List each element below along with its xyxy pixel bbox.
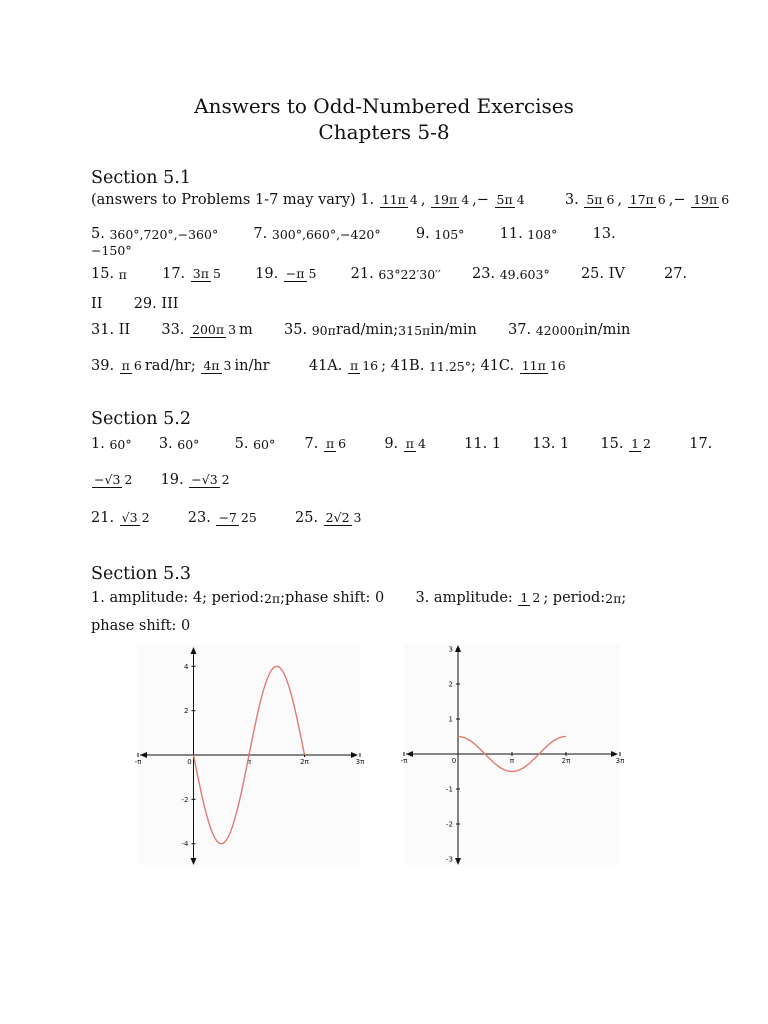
fraction: 1 2 [631,436,651,451]
fraction: π 4 [405,436,426,451]
fraction: 19π 4 [433,192,470,207]
y-tick-label: -4 [181,840,189,849]
section-heading-5-3: Section 5.3 [91,564,191,584]
y-tick-label: -2 [446,820,453,829]
section-heading-5-1: Section 5.1 [91,168,191,188]
y-tick-label: 2 [184,707,189,716]
s52-line-1: 1. 60° 3. 60° 5. 60° 7. π 6 9. π 4 11. 1 13. 1 15. 1 2 17. [91,436,713,452]
s52-line-2: −√3 2 19. −√3 2 [94,472,230,488]
x-tick-label: 3π [615,757,625,765]
fraction: 17π 6 [629,192,666,207]
x-tick-label: 0 [187,758,192,766]
page-subtitle: Chapters 5-8 [318,120,450,144]
page-title: Answers to Odd-Numbered Exercises [194,94,574,118]
s53-line-1: 1. amplitude: 4; period:2π;phase shift: 0 3. amplitude: 1 2 ; period:2π; [91,590,627,606]
y-tick-label: 4 [184,662,189,671]
section-heading-5-2: Section 5.2 [91,409,191,429]
graph-right [400,643,625,865]
fraction: −7 25 [218,510,257,525]
y-tick-label: -3 [446,855,453,864]
fraction: 200π 3 [192,322,237,337]
fraction: −√3 2 [94,472,133,487]
y-tick-label: -2 [181,795,189,804]
fraction: 2√2 3 [325,510,362,525]
x-tick-label: 0 [451,757,457,765]
s51-line-1: (answers to Problems 1-7 may vary) 1. 11π 4 , 19π 4 ,− 5π 4 3. 5π 6 , 17π 6 ,− 19π 6 [91,192,730,208]
s52-line-3: 21. √3 2 23. −7 25 25. 2√2 3 [91,510,362,526]
y-tick-label: 2 [448,680,453,689]
fraction: 3π 5 [192,266,221,281]
s51-line-4: 31. II 33. 200π 3 m 35. 90πrad/min;315πin/min 37. 42000πin/min [91,322,631,338]
fraction: −√3 2 [191,472,230,487]
y-tick-label: -1 [446,785,453,794]
fraction: π 6 [121,358,142,373]
graph-left [134,645,365,865]
fraction: 5π 4 [496,192,525,207]
x-tick-label: π [246,758,252,766]
x-tick-label: π [509,757,515,765]
fraction: 4π 3 [203,358,232,373]
fraction: 19π 6 [693,192,730,207]
y-tick-label: 1 [448,715,453,724]
s51-line-5: 39. π 6 rad/hr; 4π 3 in/hr 41A. π 16 ; 41B. 11.25°; 41C. 11π 16 [91,358,566,374]
s51-line-2b: −150° [91,243,132,258]
fraction: 11π 16 [521,358,566,373]
x-tick-label: 2π [300,758,309,766]
fraction: 11π 4 [381,192,418,207]
fraction: 1 2 [520,590,541,605]
s51-line-3: 15. π 17. 3π 5 19. −π 5 21. 63°22′30′′ 23. 49.603° 25. IV 27. [91,266,688,282]
fraction: −π 5 [285,266,317,281]
s51-line-2: 5. 360°,720°,−360° 7. 300°,660°,−420° 9. 105° 11. 108° 13. [91,226,616,242]
y-tick-label: 3 [448,645,453,654]
fraction: π 16 [349,358,379,373]
s51-line-3b: II 29. III [91,296,179,312]
fraction: π 6 [325,436,347,451]
fraction: √3 2 [121,510,150,525]
fraction: 5π 6 [586,192,615,207]
x-tick-label: -π [134,758,142,766]
s53-line-2: phase shift: 0 [91,618,191,634]
x-tick-label: -π [400,757,408,765]
x-tick-label: 3π [355,758,365,766]
x-tick-label: 2π [561,757,571,765]
